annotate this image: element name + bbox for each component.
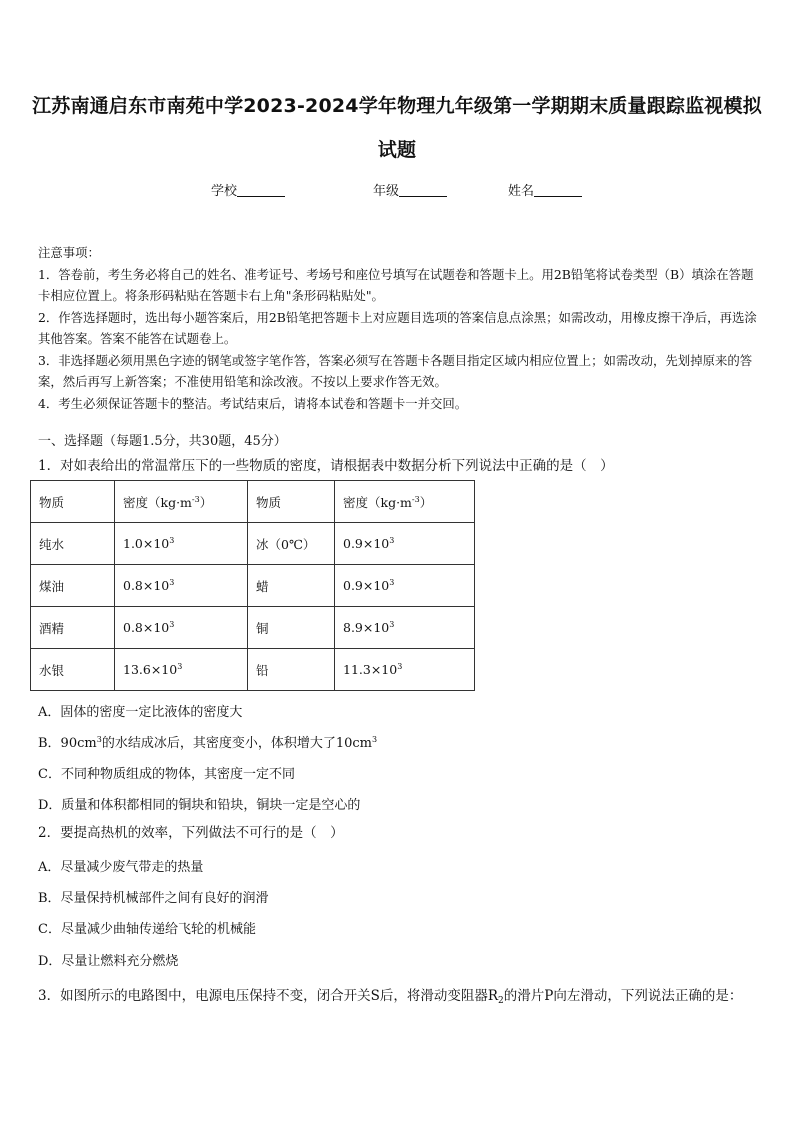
question-2-stem: 2．要提高热机的效率，下列做法不可行的是（ ） <box>38 825 344 841</box>
table-header-cell: 物质 <box>248 481 335 523</box>
name-blank[interactable] <box>534 182 582 197</box>
table-cell: $8.9\times 10^3$ <box>335 607 475 649</box>
note-item: 2．作答选择题时，选出每小题答案后，用2B铅笔把答题卡上对应题目选项的答案信息点涂黑；如需改动，用橡皮擦干净后，再选涂其他答案。答案不能答在试题卷上。 <box>38 309 757 346</box>
table-cell: $13.6\times 10^3$ <box>115 649 248 691</box>
table-cell: $1.0\times 10^3$ <box>115 523 248 565</box>
question-2-option-c[interactable]: C．尽量减少曲轴传递给飞轮的机械能 <box>38 922 256 937</box>
table-header-cell: 密度$(kg\cdot m^{-3})$ <box>115 481 248 523</box>
name-label: 姓名 <box>508 184 535 199</box>
table-cell: $0.9\times 10^3$ <box>335 565 475 607</box>
table-cell: $0.8\times 10^3$ <box>115 607 248 649</box>
note-item: 1．答卷前，考生务必将自己的姓名、准考证号、考场号和座位号填写在试题卷和答题卡上。用2B铅笔将试卷类型（B）填涂在答题卡相应位置上。将条形码粘贴在答题卡右上角"条形码粘贴处"。 <box>38 266 754 303</box>
notes-block <box>38 242 758 414</box>
page-title: 江苏南通启东市南苑中学2023-2024学年物理九年级第一学期期末质量跟踪监视模拟试题 <box>32 95 762 161</box>
table-header-row <box>31 481 475 523</box>
table-row <box>31 649 475 691</box>
school-field[interactable] <box>211 180 285 199</box>
table-cell: 煤油 <box>31 565 115 607</box>
table-header-cell: 密度$(kg\cdot m^{-3})$ <box>335 481 475 523</box>
question-1-option-c[interactable]: C．不同种物质组成的物体，其密度一定不同 <box>38 767 295 782</box>
grade-label: 年级 <box>373 184 400 199</box>
note-item: 4．考生必须保证答题卡的整洁。考试结束后，请将本试卷和答题卡一并交回。 <box>38 395 468 411</box>
table-row <box>31 565 475 607</box>
question-1-option-a[interactable]: A．固体的密度一定比液体的密度大 <box>38 705 243 720</box>
table-cell: 酒精 <box>31 607 115 649</box>
table-row <box>31 607 475 649</box>
section-heading: 一、选择题（每题1.5分，共30题，45分） <box>38 434 287 449</box>
notes-heading: 注意事项： <box>38 245 100 260</box>
table-cell: 铜 <box>248 607 335 649</box>
school-blank[interactable] <box>237 182 285 197</box>
question-2-option-b[interactable]: B．尽量保持机械部件之间有良好的润滑 <box>38 891 269 906</box>
table-cell: 纯水 <box>31 523 115 565</box>
table-cell: 水银 <box>31 649 115 691</box>
question-1-option-b[interactable]: B．$90cm^3$的水结成冰后，其密度变小，体积增大了$10cm^3$ <box>38 735 378 751</box>
grade-field[interactable] <box>373 180 447 199</box>
school-label: 学校 <box>211 184 238 199</box>
student-info-fields <box>0 180 794 202</box>
question-3-stem: 3．如图所示的电路图中，电源电压保持不变，闭合开关S后，将滑动变阻器$R_2$的滑片P向左滑动，下列说法正确的是： <box>38 988 743 1006</box>
table-cell: $0.8\times 10^3$ <box>115 565 248 607</box>
question-1-option-d[interactable]: D．质量和体积都相同的铜块和铅块，铜块一定是空心的 <box>38 798 361 813</box>
question-1-stem: 1．对如表给出的常温常压下的一些物质的密度，请根据表中数据分析下列说法中正确的是（ ） <box>38 458 614 474</box>
name-field[interactable] <box>508 180 582 199</box>
density-table <box>30 480 475 691</box>
table-cell: 蜡 <box>248 565 335 607</box>
table-cell: $11.3\times 10^3$ <box>335 649 475 691</box>
table-header-cell: 物质 <box>31 481 115 523</box>
table-cell: $0.9\times 10^3$ <box>335 523 475 565</box>
table-cell: 铅 <box>248 649 335 691</box>
table-row <box>31 523 475 565</box>
grade-blank[interactable] <box>399 182 447 197</box>
note-item: 3．非选择题必须用黑色字迹的钢笔或签字笔作答，答案必须写在答题卡各题目指定区域内相应位置上；如需改动，先划掉原来的答案，然后再写上新答案；不准使用铅笔和涂改液。不按以上要求作答无效。 <box>38 352 753 389</box>
question-2-option-d[interactable]: D．尽量让燃料充分燃烧 <box>38 954 179 969</box>
question-2-option-a[interactable]: A．尽量减少废气带走的热量 <box>38 860 204 875</box>
table-cell: 冰（0℃） <box>248 523 335 565</box>
